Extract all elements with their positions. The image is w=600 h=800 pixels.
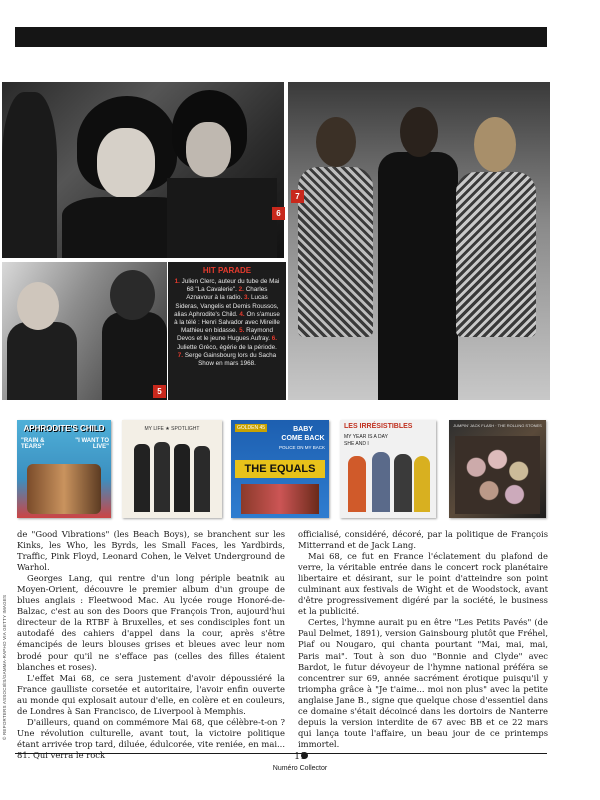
page-number: 11 [294, 752, 306, 762]
album-figure-1 [134, 444, 150, 512]
figure-left-silhouette [2, 92, 57, 258]
album-figure-2 [372, 452, 390, 512]
man-left-head [17, 282, 59, 330]
hp-text: On s'amuse à la télé : Henri Salvador avec Mireille Mathieu en bidasse. [174, 310, 280, 335]
article-paragraph: D'ailleurs, quand on commémore Mai 68, que célèbre-t-on ? Une révolution culturelle, avant tout, la victoire politique étant arrivée trop tard, diluée, édulcorée, vite reniée, en mai... 81. Qui verra le rock [17, 716, 285, 760]
hp-num: 3. [243, 294, 250, 302]
article-paragraph: Mai 68, ce fut en France l'éclatement du plafond de verre, la véritable entrée dans le concert rock planétaire libertaire et désirant, sur le point d'atteindre son point culminant aux festivals de Wight et de Woodstock, avant d'être progressivement digéré par la société, le business et la publicité. [298, 551, 548, 617]
figure-right-face [186, 122, 231, 177]
hp-num: 6. [271, 335, 277, 343]
hp-num: 5. [239, 327, 245, 335]
woman-right-head [474, 117, 516, 172]
album-figure-3 [174, 444, 190, 512]
album-line2: SHE AND I [344, 441, 369, 447]
photo-gainsbourg [288, 82, 550, 400]
photo-number-6: 6 [272, 207, 285, 220]
album-line1: MY YEAR IS A DAY [344, 434, 388, 440]
album-top-text: MY LIFE ★ SPOTLIGHT [144, 426, 200, 432]
article-paragraph: de "Good Vibrations" (les Beach Boys), se branchent sur les Kinks, les Who, les Byrds, les Small Faces, les Yardbirds, Traffic, Pink Floyd, Leonard Cohen, le Velvet Underground de Warhol. [17, 529, 285, 573]
woman-left-dress [298, 167, 373, 337]
album-title-left: "RAIN & TEARS" [21, 438, 45, 450]
album-photo [241, 484, 319, 514]
hit-parade-box [168, 262, 286, 400]
album-top-text: JUMPIN' JACK FLASH · THE ROLLING STONES [453, 423, 542, 428]
figure-right-body [167, 178, 277, 258]
album-band: LES IRRÉSISTIBLES [344, 423, 413, 430]
photo-number-5: 5 [153, 385, 166, 398]
album-figure-4 [194, 446, 210, 512]
album-line2: COME BACK [281, 435, 325, 442]
hp-text: Lucas Sideras, Vangelis et Demis Roussos, alias Aphrodite's Child. [174, 294, 279, 318]
album-faces [455, 436, 540, 514]
hp-text: Charles Aznavour à la radio. [186, 286, 268, 302]
hit-parade-title: HIT PARADE [202, 266, 252, 275]
album-the-equals [231, 420, 329, 518]
magazine-name: Numéro Collector [272, 765, 328, 772]
album-les-irresistibles [340, 420, 436, 518]
woman-right-dress [456, 172, 536, 337]
hp-num: 4. [239, 310, 245, 318]
album-label: GOLDEN 45 [237, 425, 266, 431]
article-paragraph: L'effet Mai 68, ce sera justement d'avoir dépoussiéré la France gaulliste corsetée et autoritaire, l'avoir enfin ouverte au monde qui explosait autour d'elle, en colère et en couleurs, de Londres à San Francisco, de Liverpool à Memphis. [17, 672, 285, 716]
album-figure-3 [394, 454, 412, 512]
article-paragraph: Georges Lang, qui rentre d'un long périple beatnik au Moyen-Orient, découvre le premier album d'un groupe de blues anglais : Fleetwood Mac. Au lycée rouge Honoré-de-Balzac, c'est au son des Doors que François Tron, aujourd'hui directeur de la RTBF à Bruxelles, et ses condisciples font un autodafé des cahiers d'appel dans la cour, après s'être émancipés de leurs blouses grises et bleues avec leur nom brodé pour qu'il ne s'efface pas (celles des filles étaient blanches et roses). [17, 573, 285, 672]
album-aphrodites-child [17, 420, 111, 518]
hp-text: Julien Clerc, auteur du tube de Mai 68 "La Cavalerie". [181, 278, 280, 294]
album-band: THE EQUALS [235, 460, 325, 478]
hp-text: Juliette Gréco, égérie de la période. [177, 343, 277, 351]
album-line3: POLICE ON MY BACK [279, 445, 325, 450]
album-line1: BABY [293, 426, 313, 433]
album-figure-1 [348, 456, 366, 512]
hp-num: 7. [177, 351, 184, 359]
article-paragraph: Certes, l'hymne aurait pu en être "Les Petits Pavés" (de Paul Delmet, 1891), version Gainsbourg plutôt que Fréhel, Piaf ou Nougaro, qui chanta pourtant "Mai, mai, mai, Paris mai". Tout à son duo "Bonnie and Clyde" avec Bardot, le futur dévoyeur de l'hymne national préféra se concentrer sur 69, année sacrément érotique puisqu'il y triompha grâce à "Je t'aime... moi non plus" avec la petite anglaise Jane B., signe que quelque chose d'essentiel dans ce domaine s'était décoincé dans les dortoirs de Nanterre depuis la version interdite de 67 avec BB et ce 22 mars qui lança toute l'affaire, un beau jour de ce printemps immortel. [298, 617, 548, 749]
photo-credit: © REPORTERS ASSOCIÉS/GAMMA-RAPHO VIA GETTY IMAGES [2, 594, 7, 740]
article-column-2 [298, 529, 548, 761]
hp-num: 2. [238, 286, 244, 294]
album-title-right: "I WANT TO LIVE" [75, 438, 109, 450]
album-band-photo [27, 464, 101, 514]
album-figure-2 [154, 442, 170, 512]
woman-left-head [316, 117, 356, 167]
header-bar [15, 27, 547, 47]
man-right-head [110, 270, 155, 320]
hp-text: Raymond Devos et le jeune Hugues Aufray. [176, 327, 274, 343]
album-band: APHRODITE'S CHILD [23, 424, 105, 433]
hp-num: 1. [174, 278, 180, 285]
hit-parade-list [174, 278, 280, 368]
hp-text: Serge Gainsbourg lors du Sacha Show en mars 1968. [184, 351, 277, 368]
article-column-1 [17, 529, 285, 761]
album-rolling-stones [449, 420, 546, 518]
man-center-body [378, 152, 458, 400]
photo-devos-aufray [2, 262, 167, 400]
figure-center-face [97, 128, 155, 198]
photo-juliette-greco [2, 82, 284, 258]
album-spotlight [122, 420, 222, 518]
album-figure-4 [414, 456, 430, 512]
man-center-head [400, 107, 438, 157]
article-paragraph: officialisé, considéré, décoré, par la politique de François Mitterrand et de Jack Lang. [298, 529, 548, 551]
man-left-body [7, 322, 77, 400]
photo-number-7: 7 [291, 190, 304, 203]
